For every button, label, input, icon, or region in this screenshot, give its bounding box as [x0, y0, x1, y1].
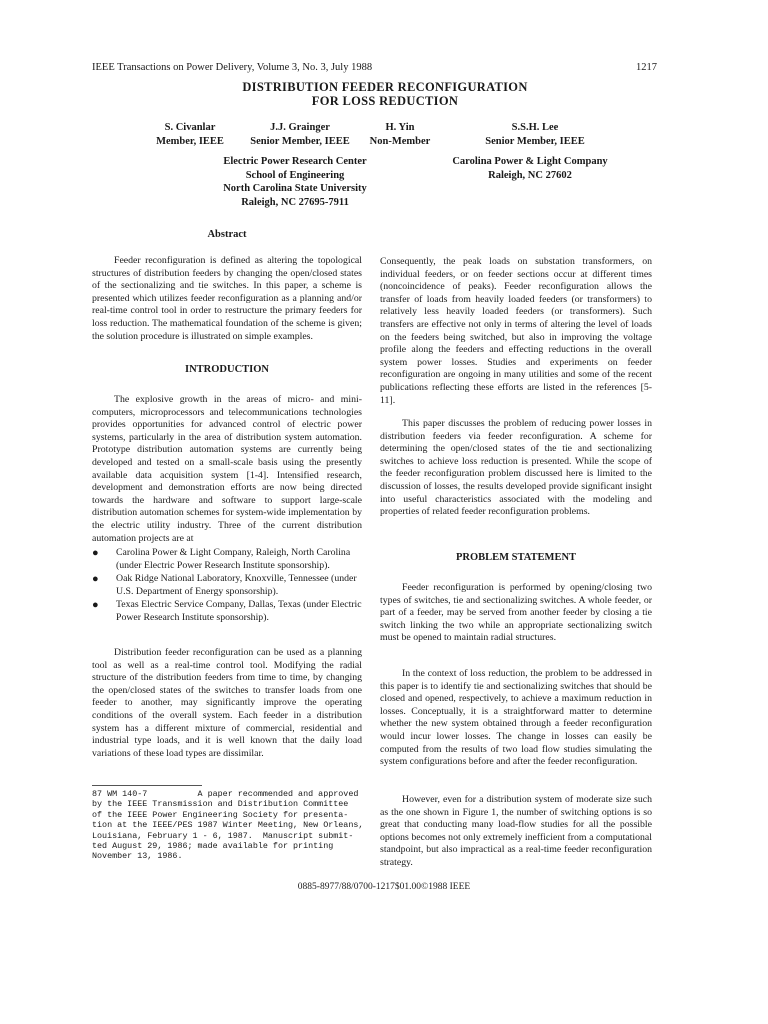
author-name: S. Civanlar — [164, 122, 216, 133]
page-number: 1217 — [636, 62, 657, 73]
problem-statement-heading: PROBLEM STATEMENT — [455, 552, 577, 563]
author-role: Non-Member — [369, 135, 431, 147]
author-name: S.S.H. Lee — [511, 122, 559, 133]
bullet-icon: ● — [92, 573, 99, 586]
right-paragraph-1: Consequently, the peak loads on substation transformers, on individual feeders, or on feeder sections occur at different times (noncoincidence of peaks). Feeder reconfiguration allows the transfer of loads from heavily loaded feeders (or transformers) to relatively less heavily loaded feeders (or transformers). Such transfers are effective not only in terms of altering the level of loads on the feeders being switched, but also in improving the voltage profile along the feeders and effecting reductions in the overall system power losses. Studies and experiments on feeder reconfiguration are ongoing in many utilities and some of the recent publications reflecting these efforts are listed in the references [5-11]. — [380, 256, 652, 406]
list-item: ● Texas Electric Service Company, Dallas, Texas (under Electric Power Research Institute sponsorship). — [92, 599, 362, 623]
intro-paragraph-1-block — [92, 394, 362, 545]
affiliation-line: Raleigh, NC 27602 — [488, 169, 572, 181]
right-paragraph-2-block — [380, 418, 652, 519]
affiliation-line: Electric Power Research Center — [223, 156, 367, 167]
paper-title-line-2: FOR LOSS REDUCTION — [311, 94, 459, 108]
intro-paragraph-2: Distribution feeder reconfiguration can be used as a planning tool as well as a real-time control tool. Modifying the radial structure of the distribution feeders from time to time, by changing the open/closed states of the switches to transfer loads from one feeder to another, may significantly improve the operating conditions of the overall system. Each feeder in a distribution system has a different mixture of commercial, residential and industrial type loads, and it is well known that the daily load variations of these load types are dissimilar. — [92, 647, 362, 759]
journal-header: IEEE Transactions on Power Delivery, Volume 3, No. 3, July 1988 — [92, 62, 373, 73]
intro-paragraph-2-block — [92, 647, 362, 760]
right-paragraph-3-block — [380, 582, 652, 645]
footnote-divider — [92, 785, 202, 786]
right-paragraph-1-block — [380, 256, 652, 407]
copyright-footer: 0885-8977/88/0700-1217$01.00©1988 IEEE — [297, 882, 471, 892]
author-block-grainger — [240, 121, 360, 148]
affiliation-line: Carolina Power & Light Company — [452, 156, 608, 167]
affiliation-cpl — [435, 155, 625, 182]
list-item: ● Carolina Power & Light Company, Raleigh, North Carolina (under Electric Power Research Institute sponsorship). — [92, 547, 351, 571]
author-name: H. Yin — [385, 122, 415, 133]
author-role: Senior Member, IEEE — [250, 135, 350, 147]
abstract-heading: Abstract — [207, 229, 247, 240]
affiliation-line: School of Engineering — [245, 169, 345, 181]
author-block-lee — [465, 121, 605, 148]
author-block-yin — [360, 121, 440, 148]
intro-paragraph-1: The explosive growth in the areas of micro- and mini-computers, microprocessors and telecommunications technologies provides opportunities for advanced control of electric power systems, particularly in the area of distribution system automation. Prototype distribution automation systems are currently being developed and tested on a small-scale basis using the presently available data acquisition system [1-4]. Intensified research, development and demonstration efforts are now being directed towards the hardware and software to support large-scale distribution automation schemes for system-wide implementation by the electric utility industry. Three of the current distribution automation projects are at — [92, 394, 362, 544]
introduction-heading: INTRODUCTION — [184, 364, 269, 375]
paper-title-line-1: DISTRIBUTION FEEDER RECONFIGURATION — [242, 80, 528, 94]
automation-projects-list — [92, 547, 362, 626]
author-role: Member, IEEE — [156, 135, 224, 147]
abstract-paragraph: Feeder reconfiguration is defined as altering the topological structures of distribution feeders by changing the open/closed states of the sectionalizing and tie switches. In this paper, a scheme is presented which utilizes feeder reconfiguration as a planning and/or real-time control tool in order to restructure the primary feeders for loss reduction. The mathematical foundation of the scheme is given; the solution procedure is illustrated on simple examples. — [92, 255, 362, 342]
right-paragraph-5: However, even for a distribution system of moderate size such as the one shown in Figure 1, the number of switching options is so great that conducting many load-flow studies for all the possible options becomes not only extremely inefficient from a computational standpoint, but also impractical as a real-time feeder reconfiguration strategy. — [380, 794, 652, 868]
footnote: 87 WM 140-7 A paper recommended and approved by the IEEE Transmission and Distribution Committee of the IEEE Power Engineering Society for presenta- tion at the IEEE/PES 1987 Winter Meeting, New Orleans, Louisiana, February 1 - 6, 1987. Manuscript submit- ted August 29, 1986; made available for printing November 13, 1986. — [92, 789, 364, 862]
abstract-text — [92, 255, 362, 343]
affiliation-line: Raleigh, NC 27695-7911 — [241, 196, 349, 208]
right-paragraph-5-block — [380, 794, 652, 870]
bullet-icon: ● — [92, 599, 99, 612]
author-name: J.J. Grainger — [270, 122, 330, 133]
affiliation-line: North Carolina State University — [223, 183, 367, 194]
right-paragraph-3: Feeder reconfiguration is performed by opening/closing two types of switches, tie and sectionalizing switches. A whole feeder, or part of a feeder, may be served from another feeder by closing a tie switch linking the two while an appropriate sectionalizing switch must be opened to maintain radial structures. — [380, 582, 652, 644]
author-block-civanlar — [150, 121, 230, 148]
right-paragraph-4-block — [380, 668, 652, 769]
list-item: ● Oak Ridge National Laboratory, Knoxville, Tennessee (under U.S. Department of Energy sponsorship). — [92, 573, 357, 597]
author-role: Senior Member, IEEE — [485, 135, 585, 147]
bullet-icon: ● — [92, 547, 99, 559]
right-paragraph-4: In the context of loss reduction, the problem to be addressed in this paper is to identify tie and sectionalizing switches that should be closed and opened, respectively, to achieve a maximum reduction in losses. Conceptually, it is a straightforward matter to determine whether the new system obtained through a feeder reconfiguration would incur lower losses. The change in losses can easily be computed from the results of two load flow studies simulating the system configurations before and after the feeder reconfiguration. — [380, 668, 652, 768]
right-paragraph-2: This paper discusses the problem of reducing power losses in distribution feeders via feeder reconfiguration. A scheme for determining the open/closed states of the tie and sectionalizing switches to achieve loss reduction is presented. While the scope of the feeder reconfiguration problem discussed here is limited to the discussion of losses, the results developed provide significant insight into useful characteristics associated with the modeling and properties of related feeder reconfiguration problems. — [380, 418, 652, 518]
affiliation-ncsu — [195, 155, 395, 209]
